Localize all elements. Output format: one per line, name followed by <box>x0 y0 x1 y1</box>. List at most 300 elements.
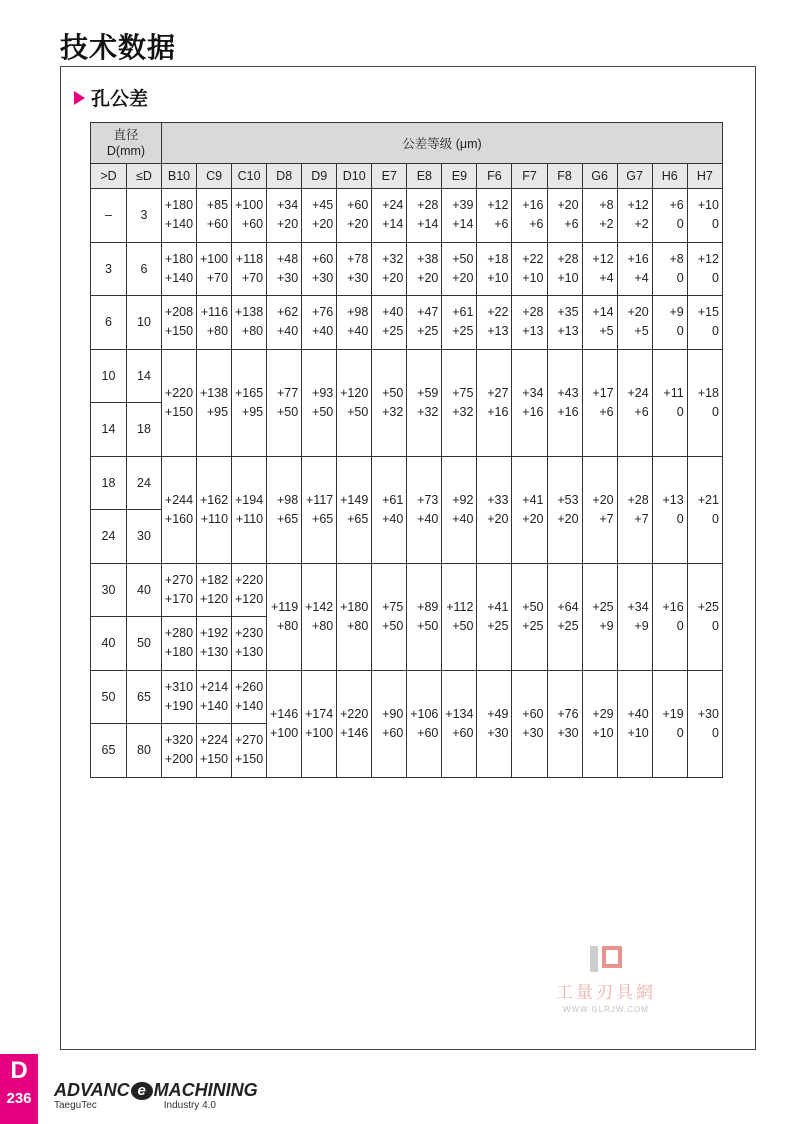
lower-deviation: +30 <box>487 725 509 740</box>
lower-deviation: +80 <box>206 324 229 339</box>
lower-deviation: +50 <box>312 404 334 419</box>
brand-sub-right: Industry 4.0 <box>163 1100 216 1111</box>
upper-deviation: +25 <box>697 599 719 614</box>
upper-deviation: +41 <box>487 599 509 614</box>
upper-deviation: +53 <box>557 492 579 507</box>
tolerance-cell-e7 <box>372 189 407 243</box>
range-over-cell: 40 <box>91 617 127 671</box>
upper-deviation: +28 <box>627 492 649 507</box>
upper-deviation: +48 <box>276 251 299 266</box>
upper-deviation: +149 <box>340 492 369 507</box>
lower-deviation: +65 <box>312 511 334 526</box>
upper-deviation: +50 <box>452 251 474 266</box>
lower-deviation: +95 <box>241 404 264 419</box>
lower-deviation: +25 <box>452 324 474 339</box>
tolerance-cell-c9 <box>197 189 232 243</box>
lower-deviation: +140 <box>234 698 264 713</box>
upper-deviation: +28 <box>557 251 579 266</box>
lower-deviation: +60 <box>206 217 229 232</box>
upper-deviation: +9 <box>669 305 684 320</box>
grade-header-f6: F6 <box>477 164 512 189</box>
lower-deviation: +40 <box>276 324 299 339</box>
upper-deviation: +20 <box>627 305 649 320</box>
upper-deviation: +220 <box>340 706 369 721</box>
table-row <box>91 189 723 243</box>
upper-deviation: +28 <box>522 305 544 320</box>
table-header-row <box>91 123 723 164</box>
lower-deviation: +4 <box>634 270 649 285</box>
lower-deviation: +32 <box>382 404 404 419</box>
upper-deviation: +180 <box>340 599 369 614</box>
tolerance-cell-c10 <box>232 670 267 724</box>
lower-deviation: +100 <box>270 725 299 740</box>
tolerance-cell-g7 <box>617 456 652 563</box>
tolerance-cell-d8 <box>267 296 302 350</box>
grade-header-c10: C10 <box>232 164 267 189</box>
lower-deviation: +7 <box>634 511 649 526</box>
upper-deviation: +16 <box>522 198 544 213</box>
grade-header: 公差等级 (μm) <box>162 123 723 164</box>
upper-deviation: +244 <box>164 492 194 507</box>
upper-deviation: +120 <box>340 385 369 400</box>
grade-header-c9: C9 <box>197 164 232 189</box>
upper-deviation: +224 <box>199 733 229 748</box>
upper-deviation: +220 <box>164 385 194 400</box>
range-over-cell: – <box>91 189 127 243</box>
upper-deviation: +12 <box>697 251 719 266</box>
upper-deviation: +24 <box>382 198 404 213</box>
tolerance-cell-c9 <box>197 456 232 563</box>
upper-deviation: +64 <box>557 599 579 614</box>
lower-deviation: +40 <box>382 511 404 526</box>
tolerance-cell-h7 <box>687 189 722 243</box>
upper-deviation: +13 <box>662 492 684 507</box>
upper-deviation: +230 <box>234 626 264 641</box>
upper-deviation: +214 <box>199 679 229 694</box>
lower-deviation: +50 <box>452 618 474 633</box>
diameter-header-line2: D(mm) <box>106 144 146 158</box>
upper-deviation: +50 <box>382 385 404 400</box>
lower-deviation: 0 <box>676 404 684 419</box>
tolerance-cell-f6 <box>477 563 512 670</box>
lower-deviation: +50 <box>417 618 439 633</box>
lower-deviation: +150 <box>164 324 194 339</box>
lower-deviation: +6 <box>529 217 544 232</box>
range-upto-cell: 30 <box>127 510 162 564</box>
tolerance-cell-f6 <box>477 296 512 350</box>
tolerance-cell-f8 <box>547 296 582 350</box>
tolerance-cell-h7 <box>687 670 722 777</box>
tolerance-cell-f7 <box>512 456 547 563</box>
upper-deviation: +45 <box>312 198 334 213</box>
lower-deviation: +100 <box>305 725 334 740</box>
upper-deviation: +146 <box>270 706 299 721</box>
lower-deviation: 0 <box>676 324 684 339</box>
upper-deviation: +134 <box>445 706 474 721</box>
tolerance-cell-g6 <box>582 189 617 243</box>
tolerance-cell-d9 <box>302 456 337 563</box>
tolerance-cell-g6 <box>582 242 617 296</box>
upper-deviation: +77 <box>276 385 299 400</box>
table-row <box>91 242 723 296</box>
lower-deviation: +2 <box>634 217 649 232</box>
lower-deviation: +110 <box>235 511 264 526</box>
upper-deviation: +34 <box>627 599 649 614</box>
lower-deviation: +10 <box>592 725 614 740</box>
lower-deviation: +30 <box>347 270 369 285</box>
upper-deviation: +194 <box>234 492 264 507</box>
upper-deviation: +18 <box>697 385 719 400</box>
upper-deviation: +47 <box>417 305 439 320</box>
upper-deviation: +11 <box>663 385 684 400</box>
tolerance-cell-c10 <box>232 563 267 617</box>
upper-deviation: +17 <box>592 385 614 400</box>
lower-deviation: +20 <box>487 511 509 526</box>
tolerance-cell-c10 <box>232 724 267 778</box>
section-letter: D <box>10 1057 28 1084</box>
tolerance-cell-c9 <box>197 563 232 617</box>
tolerance-cell-e8 <box>407 456 442 563</box>
lower-deviation: +65 <box>276 511 299 526</box>
range-over-cell: 6 <box>91 296 127 350</box>
tolerance-cell-f6 <box>477 349 512 456</box>
lower-deviation: +80 <box>241 324 264 339</box>
tolerance-cell-e8 <box>407 296 442 350</box>
tolerance-cell-h6 <box>652 242 687 296</box>
lower-deviation: +190 <box>164 698 194 713</box>
upper-deviation: +280 <box>164 626 194 641</box>
lower-deviation: +50 <box>276 404 299 419</box>
lower-deviation: +200 <box>164 752 194 767</box>
lower-deviation: +120 <box>234 591 264 606</box>
hole-tolerance-table <box>90 122 723 778</box>
tolerance-cell-e7 <box>372 563 407 670</box>
lower-deviation: +20 <box>312 217 334 232</box>
brand-logo <box>54 1080 258 1111</box>
upper-deviation: +92 <box>452 492 474 507</box>
triangle-bullet-icon <box>74 91 85 105</box>
tolerance-cell-f6 <box>477 670 512 777</box>
upper-deviation: +320 <box>164 733 194 748</box>
brand-name-right: MACHINING <box>153 1080 258 1100</box>
upper-deviation: +60 <box>522 706 544 721</box>
lower-deviation: +9 <box>634 618 649 633</box>
lower-deviation: 0 <box>711 725 719 740</box>
lower-deviation: 0 <box>711 511 719 526</box>
upper-deviation: +75 <box>382 599 404 614</box>
tolerance-cell-g7 <box>617 349 652 456</box>
lower-deviation: +50 <box>347 404 369 419</box>
brand-sub-left: TaeguTec <box>54 1100 97 1111</box>
tolerance-cell-h6 <box>652 349 687 456</box>
tolerance-cell-c9 <box>197 724 232 778</box>
lower-deviation: +30 <box>557 725 579 740</box>
lower-deviation: +60 <box>241 217 264 232</box>
tolerance-cell-h6 <box>652 670 687 777</box>
lower-deviation: +10 <box>627 725 649 740</box>
range-over-cell: 10 <box>91 349 127 403</box>
tolerance-cell-g7 <box>617 670 652 777</box>
lower-deviation: +6 <box>494 217 509 232</box>
upper-deviation: +33 <box>487 492 509 507</box>
lower-deviation: +146 <box>340 725 369 740</box>
upper-deviation: +89 <box>417 599 439 614</box>
tolerance-cell-g7 <box>617 242 652 296</box>
tolerance-cell-d10 <box>337 296 372 350</box>
upper-deviation: +29 <box>592 706 614 721</box>
upper-deviation: +8 <box>669 251 684 266</box>
range-upto-cell: 3 <box>127 189 162 243</box>
lower-deviation: +20 <box>347 217 369 232</box>
tolerance-cell-f8 <box>547 349 582 456</box>
upper-deviation: +34 <box>522 385 544 400</box>
tolerance-cell-d9 <box>302 242 337 296</box>
tolerance-cell-e9 <box>442 296 477 350</box>
lower-deviation: +16 <box>487 404 509 419</box>
lower-deviation: +30 <box>276 270 299 285</box>
grade-header-d9: D9 <box>302 164 337 189</box>
upper-deviation: +12 <box>592 251 614 266</box>
tolerance-cell-h6 <box>652 189 687 243</box>
upper-deviation: +117 <box>306 492 334 507</box>
lower-deviation: +120 <box>199 591 229 606</box>
grade-header-f8: F8 <box>547 164 582 189</box>
upper-deviation: +98 <box>276 492 299 507</box>
lower-deviation: +20 <box>382 270 404 285</box>
lower-deviation: +16 <box>557 404 579 419</box>
tolerance-cell-e8 <box>407 563 442 670</box>
tolerance-cell-e9 <box>442 563 477 670</box>
upper-deviation: +34 <box>276 198 299 213</box>
lower-deviation: 0 <box>676 270 684 285</box>
lower-deviation: +32 <box>417 404 439 419</box>
tolerance-cell-d9 <box>302 296 337 350</box>
upper-deviation: +61 <box>382 492 404 507</box>
upper-deviation: +100 <box>199 251 229 266</box>
lower-deviation: +40 <box>452 511 474 526</box>
lower-deviation: +25 <box>487 618 509 633</box>
tolerance-cell-f6 <box>477 189 512 243</box>
tolerance-cell-f7 <box>512 242 547 296</box>
grade-header-f7: F7 <box>512 164 547 189</box>
range-over-cell: 50 <box>91 670 127 724</box>
lower-deviation: +5 <box>634 324 649 339</box>
upper-deviation: +24 <box>627 385 649 400</box>
upper-deviation: +85 <box>206 198 229 213</box>
lower-deviation: 0 <box>676 217 684 232</box>
lower-deviation: +14 <box>417 217 439 232</box>
section-title <box>74 84 148 111</box>
upper-deviation: +61 <box>452 305 474 320</box>
page-number: 236 <box>6 1090 32 1107</box>
lower-deviation: +25 <box>522 618 544 633</box>
tolerance-cell-d9 <box>302 670 337 777</box>
upper-deviation: +20 <box>592 492 614 507</box>
lower-deviation: +140 <box>164 270 194 285</box>
upper-deviation: +30 <box>697 706 719 721</box>
tolerance-cell-e7 <box>372 242 407 296</box>
tolerance-cell-g6 <box>582 670 617 777</box>
upper-deviation: +119 <box>270 599 299 614</box>
tolerance-cell-c9 <box>197 617 232 671</box>
lower-deviation: +60 <box>452 725 474 740</box>
range-upto-cell: 6 <box>127 242 162 296</box>
upper-deviation: +165 <box>234 385 264 400</box>
tolerance-cell-f6 <box>477 242 512 296</box>
tolerance-cell-c10 <box>232 617 267 671</box>
tolerance-cell-f8 <box>547 242 582 296</box>
upper-deviation: +40 <box>382 305 404 320</box>
upper-deviation: +106 <box>410 706 439 721</box>
col-over-header: >D <box>91 164 127 189</box>
lower-deviation: +9 <box>599 618 614 633</box>
tolerance-cell-c10 <box>232 456 267 563</box>
upper-deviation: +93 <box>312 385 334 400</box>
lower-deviation: +20 <box>276 217 299 232</box>
lower-deviation: 0 <box>676 618 684 633</box>
tolerance-cell-c9 <box>197 242 232 296</box>
upper-deviation: +40 <box>627 706 649 721</box>
tolerance-cell-f7 <box>512 670 547 777</box>
table-row <box>91 456 723 510</box>
tolerance-cell-f6 <box>477 456 512 563</box>
lower-deviation: +30 <box>312 270 334 285</box>
lower-deviation: +110 <box>200 511 229 526</box>
watermark-url: WWW.GLRJW.COM <box>563 1005 649 1014</box>
lower-deviation: +40 <box>417 511 439 526</box>
tolerance-cell-e9 <box>442 456 477 563</box>
tolerance-cell-d8 <box>267 456 302 563</box>
tolerance-cell-c9 <box>197 349 232 456</box>
upper-deviation: +39 <box>452 198 474 213</box>
tolerance-cell-e8 <box>407 349 442 456</box>
brand-name <box>54 1080 258 1101</box>
tolerance-cell-c9 <box>197 296 232 350</box>
upper-deviation: +138 <box>234 305 264 320</box>
lower-deviation: +25 <box>557 618 579 633</box>
tolerance-cell-b10 <box>162 456 197 563</box>
upper-deviation: +32 <box>382 251 404 266</box>
lower-deviation: +170 <box>164 591 194 606</box>
watermark-text: 工量刃具網 <box>556 983 656 1003</box>
tolerance-cell-c10 <box>232 242 267 296</box>
lower-deviation: +20 <box>452 270 474 285</box>
upper-deviation: +142 <box>305 599 334 614</box>
tolerance-cell-d9 <box>302 189 337 243</box>
tolerance-cell-d10 <box>337 456 372 563</box>
section-badge <box>0 1054 38 1124</box>
upper-deviation: +180 <box>164 251 194 266</box>
tolerance-cell-h6 <box>652 563 687 670</box>
lower-deviation: +4 <box>599 270 614 285</box>
tolerance-cell-c10 <box>232 189 267 243</box>
lower-deviation: +10 <box>557 270 579 285</box>
tolerance-cell-g6 <box>582 456 617 563</box>
tolerance-cell-b10 <box>162 563 197 617</box>
upper-deviation: +22 <box>522 251 544 266</box>
col-upto-header: ≤D <box>127 164 162 189</box>
range-upto-cell: 14 <box>127 349 162 403</box>
lower-deviation: +70 <box>206 270 229 285</box>
watermark-logo-icon <box>586 946 626 972</box>
upper-deviation: +60 <box>347 198 369 213</box>
grade-header-b10: B10 <box>162 164 197 189</box>
upper-deviation: +6 <box>669 198 684 213</box>
range-upto-cell: 80 <box>127 724 162 778</box>
tolerance-cell-d8 <box>267 349 302 456</box>
tolerance-cell-e8 <box>407 670 442 777</box>
upper-deviation: +270 <box>234 733 264 748</box>
lower-deviation: +7 <box>599 511 614 526</box>
tolerance-cell-b10 <box>162 349 197 456</box>
tolerance-cell-h7 <box>687 456 722 563</box>
lower-deviation: 0 <box>676 511 684 526</box>
lower-deviation: +13 <box>487 324 509 339</box>
tolerance-cell-b10 <box>162 617 197 671</box>
range-upto-cell: 40 <box>127 563 162 617</box>
lower-deviation: +160 <box>164 511 194 526</box>
upper-deviation: +19 <box>662 706 684 721</box>
brand-e-icon: e <box>131 1082 153 1100</box>
tolerance-cell-h7 <box>687 296 722 350</box>
tolerance-cell-e7 <box>372 670 407 777</box>
upper-deviation: +28 <box>417 198 439 213</box>
tolerance-cell-f7 <box>512 349 547 456</box>
tolerance-cell-g7 <box>617 189 652 243</box>
lower-deviation: +20 <box>557 511 579 526</box>
upper-deviation: +27 <box>487 385 509 400</box>
upper-deviation: +38 <box>417 251 439 266</box>
tolerance-cell-e8 <box>407 189 442 243</box>
brand-name-left: ADVANC <box>54 1080 130 1100</box>
table-body <box>91 189 723 778</box>
lower-deviation: 0 <box>711 324 719 339</box>
lower-deviation: +130 <box>199 645 229 660</box>
range-over-cell: 14 <box>91 403 127 457</box>
grade-header-e9: E9 <box>442 164 477 189</box>
tolerance-cell-d10 <box>337 670 372 777</box>
lower-deviation: +60 <box>382 725 404 740</box>
upper-deviation: +16 <box>627 251 649 266</box>
tolerance-cell-c10 <box>232 296 267 350</box>
tolerance-cell-d9 <box>302 563 337 670</box>
lower-deviation: +95 <box>206 404 229 419</box>
tolerance-cell-c9 <box>197 670 232 724</box>
tolerance-cell-d8 <box>267 563 302 670</box>
lower-deviation: 0 <box>711 618 719 633</box>
upper-deviation: +60 <box>312 251 334 266</box>
table-row <box>91 296 723 350</box>
range-over-cell: 18 <box>91 456 127 510</box>
grade-header-h6: H6 <box>652 164 687 189</box>
tolerance-cell-d8 <box>267 242 302 296</box>
upper-deviation: +18 <box>487 251 509 266</box>
lower-deviation: +32 <box>452 404 474 419</box>
range-upto-cell: 24 <box>127 456 162 510</box>
grade-header-h7: H7 <box>687 164 722 189</box>
lower-deviation: +25 <box>417 324 439 339</box>
upper-deviation: +174 <box>305 706 334 721</box>
range-upto-cell: 18 <box>127 403 162 457</box>
tolerance-cell-e7 <box>372 456 407 563</box>
grade-header-e7: E7 <box>372 164 407 189</box>
lower-deviation: +150 <box>199 752 229 767</box>
table-row <box>91 670 723 724</box>
grade-label-row <box>91 164 723 189</box>
lower-deviation: +13 <box>557 324 579 339</box>
lower-deviation: +80 <box>347 618 369 633</box>
upper-deviation: +182 <box>199 572 229 587</box>
